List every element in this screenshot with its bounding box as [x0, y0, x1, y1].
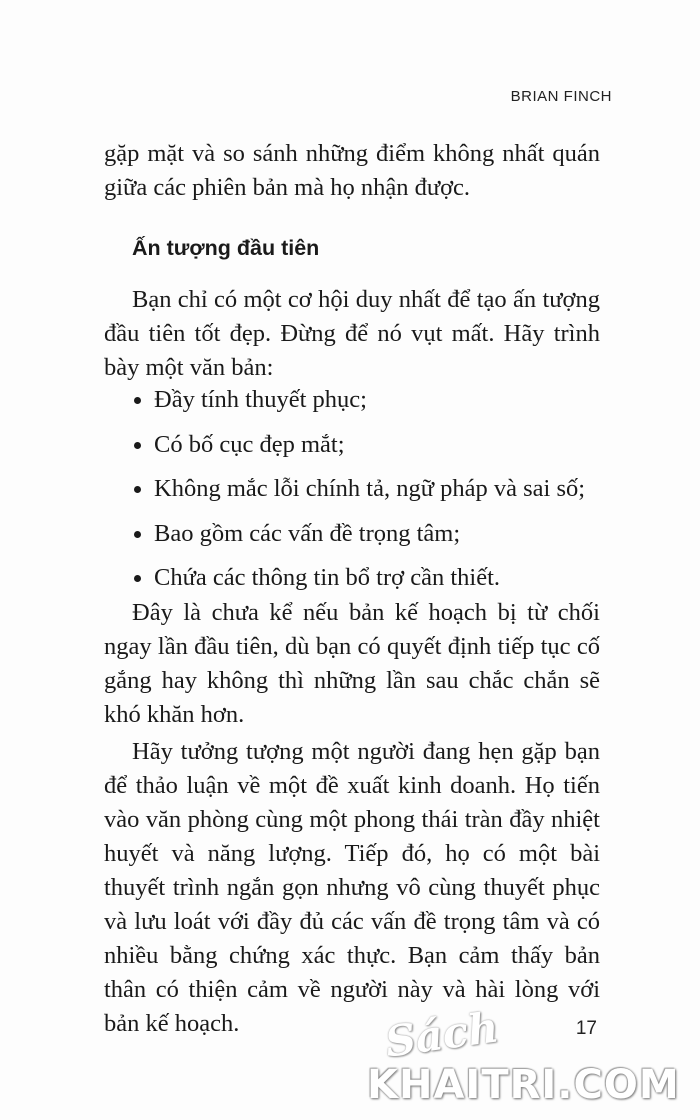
- bullet-text: Bao gồm các vấn đề trọng tâm;: [154, 519, 461, 547]
- bullet-list: [132, 383, 585, 606]
- page-number: 17: [575, 1018, 597, 1039]
- bullet-item: [132, 428, 585, 473]
- watermark-script-text: Sách: [382, 1002, 502, 1067]
- bullet-icon: [134, 397, 141, 404]
- bullet-item: [132, 472, 585, 517]
- watermark-site-text: KHAITRI.COM: [367, 1062, 680, 1108]
- continued-paragraph: gặp mặt và so sánh những điểm không nhất quán giữa các phiên bản mà họ nhận được.: [104, 140, 600, 201]
- bullet-icon: [134, 531, 141, 538]
- paragraph-rejection: Đây là chưa kể nếu bản kế hoạch bị từ chối ngay lần đầu tiên, dù bạn có quyết định tiếp tục cố gắng hay không thì những lần sau chắc chắn sẽ khó khăn hơn.: [104, 599, 600, 728]
- bullet-item: [132, 517, 585, 562]
- bullet-icon: [134, 442, 141, 449]
- bullet-text: Chứa các thông tin bổ trợ cần thiết.: [154, 564, 501, 591]
- bullet-text: Đầy tính thuyết phục;: [154, 386, 367, 413]
- paragraph-example: Hãy tưởng tượng một người đang hẹn gặp bạn để thảo luận về một đề xuất kinh doanh. Họ tiến vào văn phòng cùng một phong thái tràn đầy nhiệt huyết và năng lượng. Tiếp đó, họ có một bài thuyết trình ngắn gọn nhưng vô cùng thuyết phục và lưu loát với đầy đủ các vấn đề trọng tâm và có nhiều bằng chứng xác thực. Bạn cảm thấy bản thân có thiện cảm về người này và hài lòng với bản kế hoạch.: [104, 738, 600, 1037]
- bullet-item: [132, 383, 585, 428]
- section-heading: Ấn tượng đầu tiên: [132, 236, 320, 260]
- bullet-icon: [134, 575, 141, 582]
- watermark-logo: [355, 1002, 695, 1116]
- paragraph-intro: Bạn chỉ có một cơ hội duy nhất để tạo ấn tượng đầu tiên tốt đẹp. Đừng để nó vụt mất. Hãy trình bày một văn bản:: [104, 286, 600, 381]
- bullet-text: Không mắc lỗi chính tả, ngữ pháp và sai số;: [154, 475, 586, 502]
- running-head: BRIAN FINCH: [510, 88, 612, 105]
- bullet-icon: [134, 486, 141, 493]
- bullet-text: Có bố cục đẹp mắt;: [154, 430, 345, 458]
